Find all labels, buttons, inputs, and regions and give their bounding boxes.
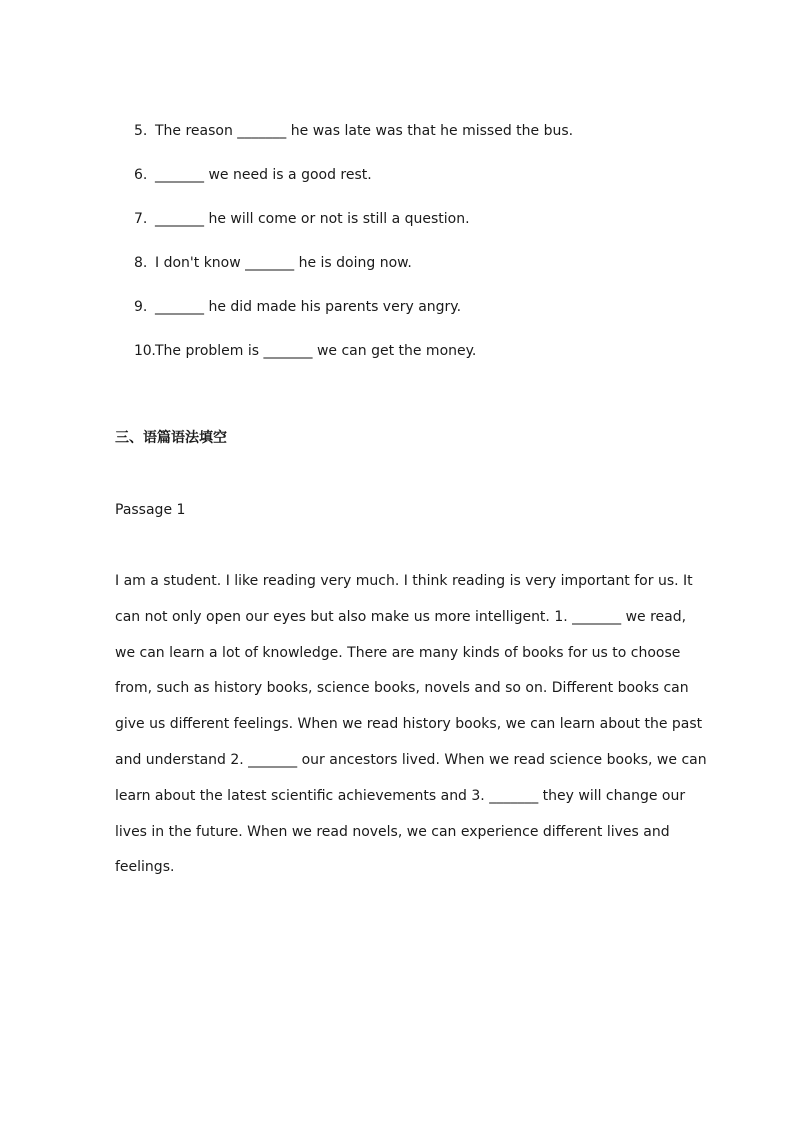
passage-line: I am a student. I like reading very much. I think reading is very important for us. It <box>115 573 693 589</box>
question-number: 9. <box>134 299 148 315</box>
question-text: The problem is _______ we can get the money. <box>155 343 477 359</box>
question-item <box>134 207 694 251</box>
question-number: 7. <box>134 211 148 227</box>
question-item <box>134 339 694 383</box>
question-number: 5. <box>134 123 148 139</box>
question-item <box>134 251 694 295</box>
question-number: 6. <box>134 167 148 183</box>
passage-body <box>115 569 707 891</box>
question-number: 10. <box>134 343 156 359</box>
passage-line: give us different feelings. When we read history books, we can learn about the past <box>115 716 703 733</box>
question-item <box>134 163 694 207</box>
question-text: I don't know _______ he is doing now. <box>155 255 412 271</box>
question-text: _______ he will come or not is still a question. <box>155 211 470 227</box>
question-item <box>134 119 694 163</box>
section-title: 三、语篇语法填空 <box>115 430 227 446</box>
question-number: 8. <box>134 255 148 271</box>
passage-line: we can learn a lot of knowledge. There are many kinds of books for us to choose <box>115 644 681 661</box>
passage-line: can not only open our eyes but also make us more intelligent. 1. _______ we read, <box>115 608 687 625</box>
question-text: The reason _______ he was late was that he missed the bus. <box>155 123 574 139</box>
passage-line: lives in the future. When we read novels, we can experience different lives and <box>115 823 670 840</box>
passage-line: from, such as history books, science books, novels and so on. Different books can <box>115 680 689 697</box>
question-item <box>134 295 694 339</box>
passage-title: Passage 1 <box>115 502 186 518</box>
passage-line: feelings. <box>115 859 175 876</box>
question-text: _______ he did made his parents very angry. <box>155 299 462 315</box>
passage-line: and understand 2. _______ our ancestors lived. When we read science books, we can <box>115 751 707 768</box>
passage-line: learn about the latest scientific achievements and 3. _______ they will change our <box>115 787 686 804</box>
question-text: _______ we need is a good rest. <box>155 167 372 183</box>
question-list <box>134 119 694 383</box>
